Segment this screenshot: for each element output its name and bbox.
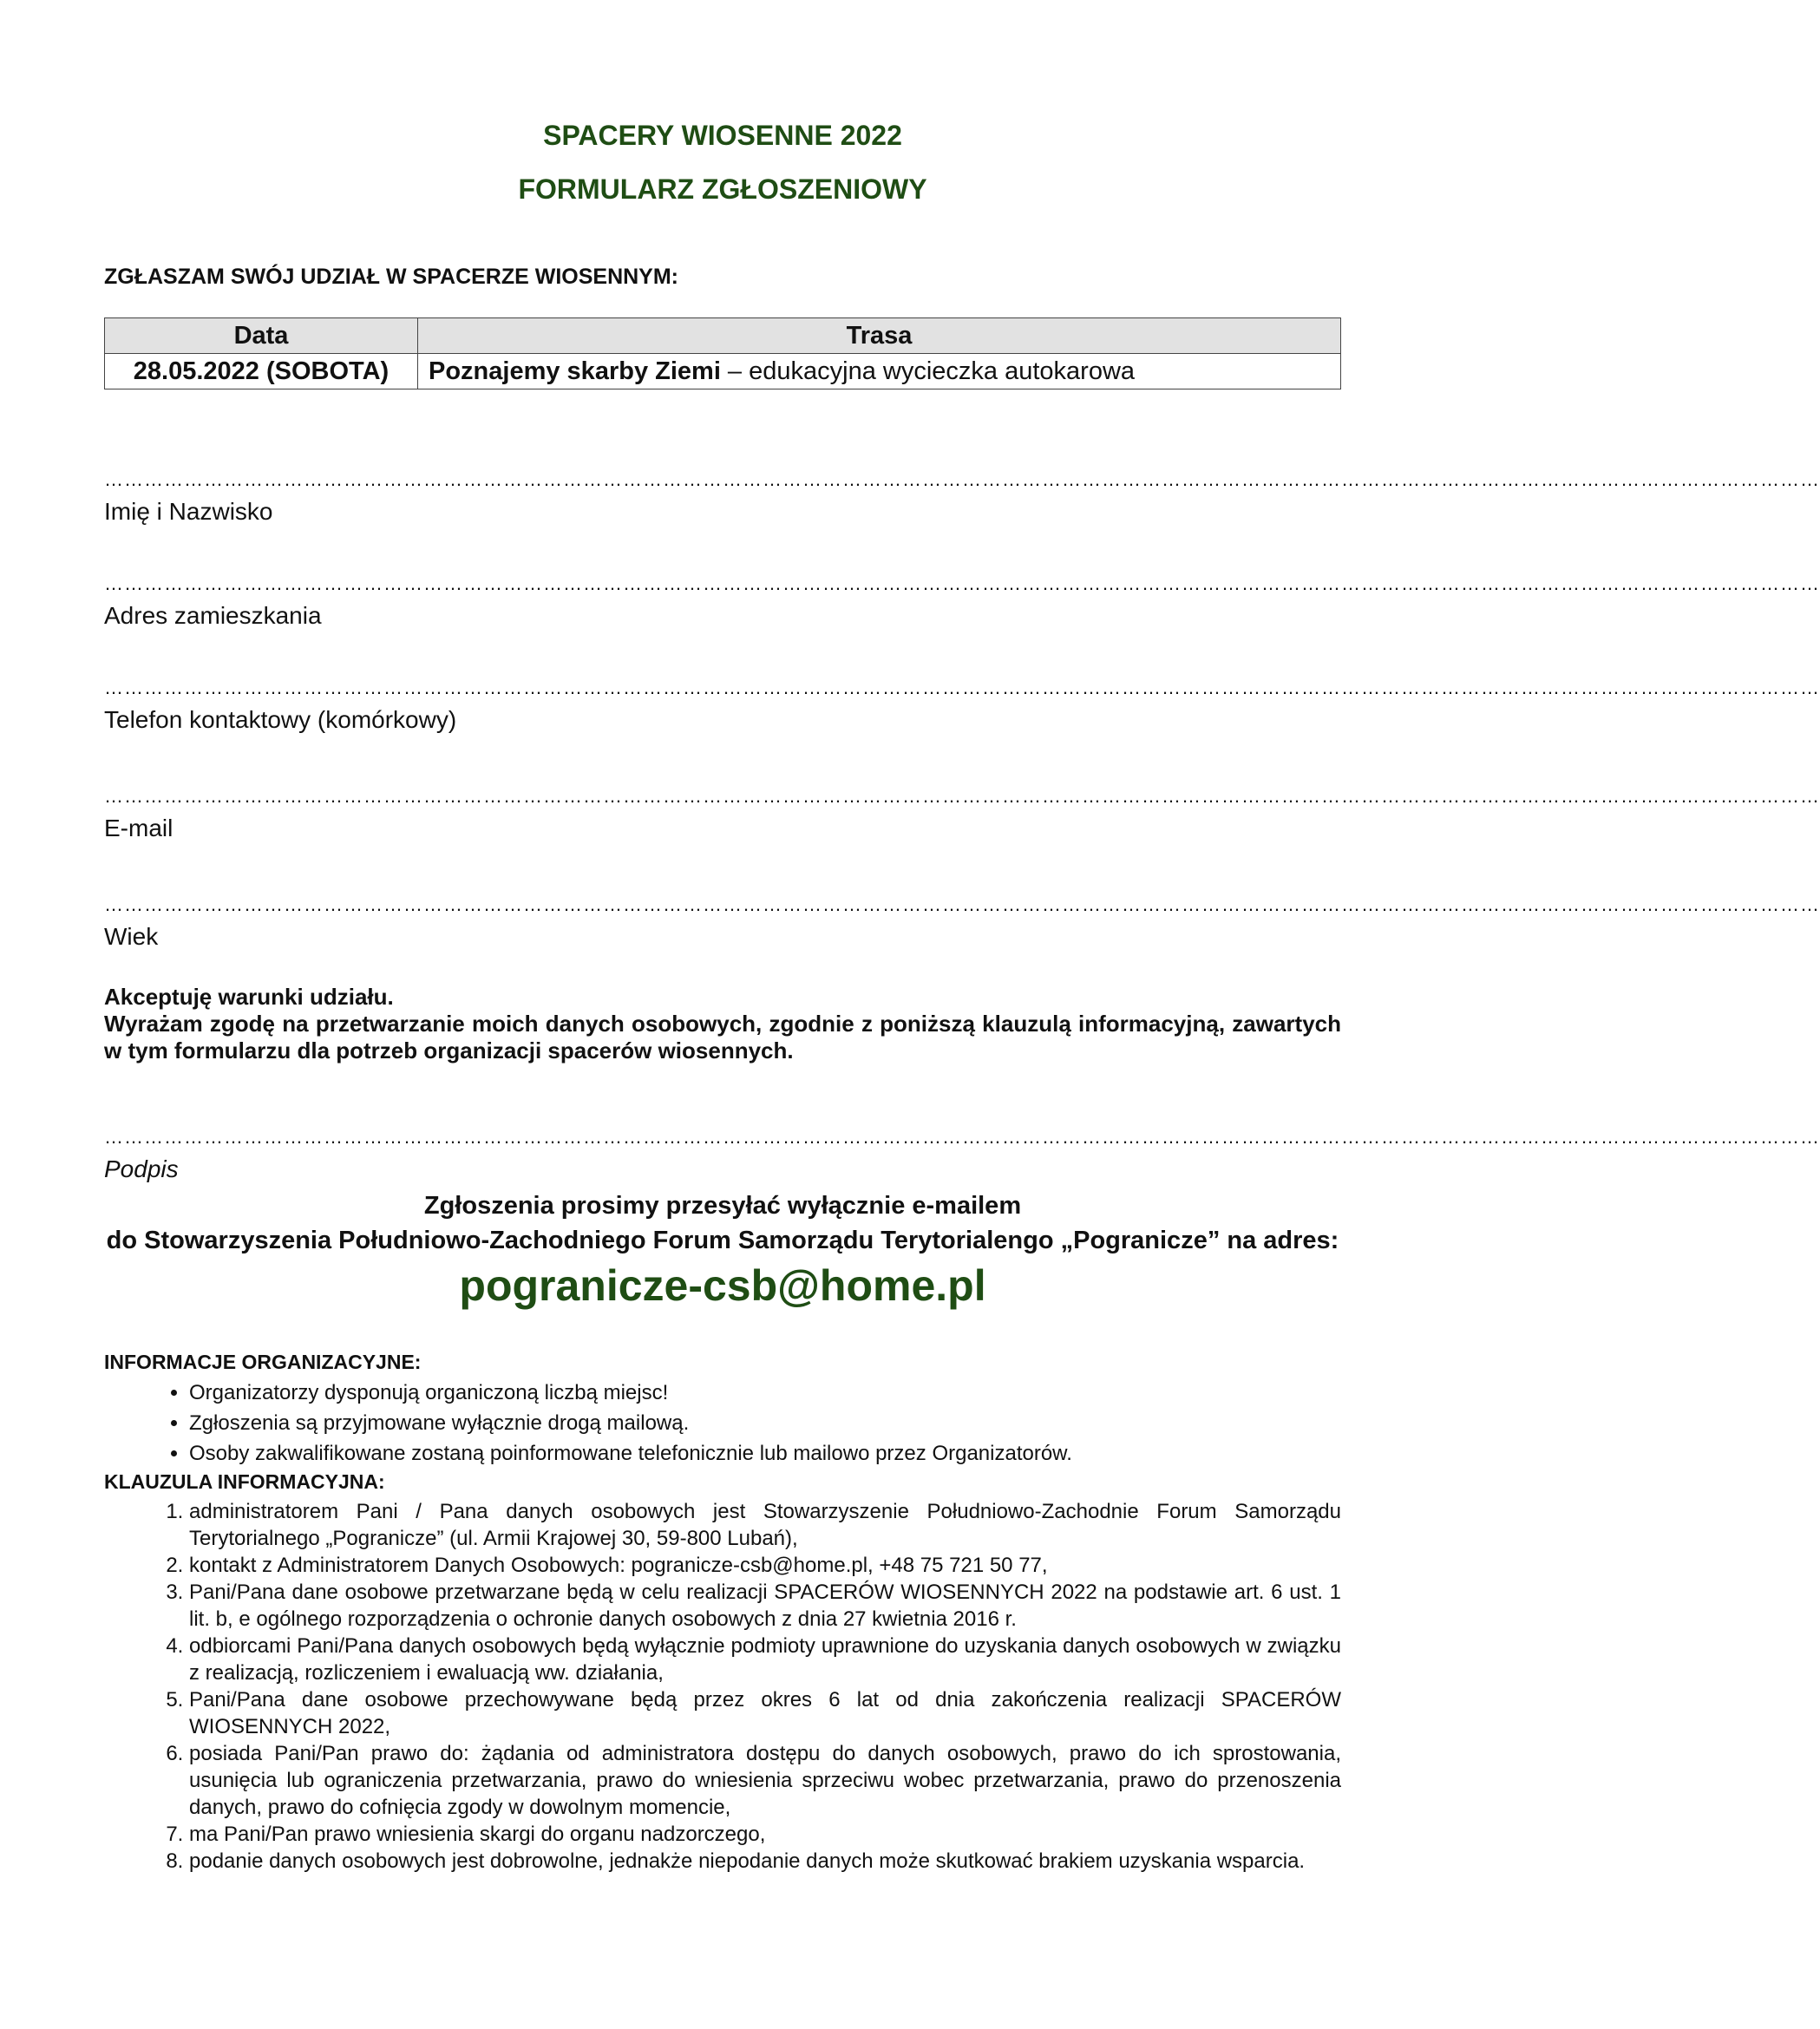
email-field-label: E-mail [104, 815, 173, 841]
age-field-label: Wiek [104, 923, 159, 950]
consent-gdpr-text: Wyrażam zgodę na przetwarzanie moich danych osobowych, zgodnie z poniższą klauzulą informacyjną, zawartych w tym formularzu dla potrzeb organizacji spacerów wiosennych. [104, 1011, 1341, 1064]
table-row [105, 354, 1341, 389]
name-field-label: Imię i Nazwisko [104, 498, 273, 525]
column-header-date: Data [105, 318, 418, 354]
address-field-line[interactable]: …………………………………………………………………………………………………………………………………………………………………………………………………………………………………… [104, 573, 1820, 594]
walk-date: 28.05.2022 (SOBOTA) [105, 354, 418, 389]
address-field[interactable] [104, 573, 1820, 630]
walk-route [418, 354, 1341, 389]
column-header-route: Trasa [418, 318, 1341, 354]
phone-field-label: Telefon kontaktowy (komórkowy) [104, 706, 457, 733]
walk-table [104, 317, 1341, 389]
list-item: 4. odbiorcami Pani/Pana danych osobowych będą wyłącznie podmioty uprawnione do uzyskania danych osobowych w związku z realizacją, rozliczeniem i ewaluacją ww. działania, [189, 1633, 1341, 1686]
page-title: SPACERY WIOSENNE 2022 [543, 120, 902, 151]
clause-heading: KLAUZULA INFORMACYJNA: [104, 1470, 385, 1493]
submission-instructions [104, 1188, 1341, 1258]
name-field[interactable] [104, 468, 1820, 526]
signature-field[interactable] [104, 1126, 1820, 1183]
submission-line-2: do Stowarzyszenia Południowo-Zachodniego Forum Samorządu Terytorialengo „Pogranicze” na adres: [106, 1227, 1339, 1254]
name-field-line[interactable]: …………………………………………………………………………………………………………………………………………………………………………………………………………………………………… [104, 468, 1820, 490]
list-item: 1. administratorem Pani / Pana danych osobowych jest Stowarzyszenie Południowo-Zachodnie Forum Samorządu Terytorialnego „Pogranicze” (ul. Armii Krajowej 30, 59-800 Lubań), [189, 1498, 1341, 1552]
list-item: 6. posiada Pani/Pan prawo do: żądania od administratora dostępu do danych osobowych, prawo do ich sprostowania, usunięcia lub ograniczenia przetwarzania, prawo do wniesienia sprzeciwu wobec przetwarzania, prawo do przenoszenia danych, prawo do cofnięcia zgody w dowolnym momencie, [189, 1740, 1341, 1821]
phone-field-line[interactable]: …………………………………………………………………………………………………………………………………………………………………………………………………………………………………… [104, 677, 1820, 698]
page-subtitle: FORMULARZ ZGŁOSZENIOWY [518, 173, 927, 205]
signature-field-label: Podpis [104, 1155, 179, 1182]
intro-heading: ZGŁASZAM SWÓJ UDZIAŁ W SPACERZE WIOSENNYM: [104, 265, 679, 289]
submission-line-1: Zgłoszenia prosimy przesyłać wyłącznie e-mailem [423, 1192, 1022, 1220]
list-item: 7. ma Pani/Pan prawo wniesienia skargi do organu nadzorczego, [189, 1821, 1341, 1848]
signature-field-line[interactable]: …………………………………………………………………………………………………………………………………………………………………………………………………………………………………… [104, 1126, 1820, 1148]
list-item: 5. Pani/Pana dane osobowe przechowywane będą przez okres 6 lat od dnia zakończenia realizacji SPACERÓW WIOSENNYCH 2022, [189, 1686, 1341, 1740]
list-item: • Organizatorzy dysponują organiczoną liczbą miejsc! [189, 1378, 1341, 1408]
list-item: • Zgłoszenia są przyjmowane wyłącznie drogą mailową. [189, 1408, 1341, 1438]
consent-accept-text: Akceptuję warunki udziału. [104, 984, 394, 1010]
clause-list [104, 1498, 1341, 1875]
org-info-list [104, 1378, 1341, 1469]
list-item: 3. Pani/Pana dane osobowe przetwarzane będą w celu realizacji SPACERÓW WIOSENNYCH 2022 na podstawie art. 6 ust. 1 lit. b, e ogólnego rozporządzenia o ochronie danych osobowych z dnia 27 kwietnia 2016 r. [189, 1579, 1341, 1633]
list-item: • Osoby zakwalifikowane zostaną poinformowane telefonicznie lub mailowo przez Organizatorów. [189, 1438, 1341, 1469]
list-item: 8. podanie danych osobowych jest dobrowolne, jednakże niepodanie danych może skutkować brakiem uzyskania wsparcia. [189, 1848, 1341, 1875]
email-field-line[interactable]: …………………………………………………………………………………………………………………………………………………………………………………………………………………………………… [104, 785, 1820, 807]
org-info-heading: INFORMACJE ORGANIZACYJNE: [104, 1351, 422, 1373]
walk-route-description: – edukacyjna wycieczka autokarowa [720, 357, 1136, 385]
list-item: 2. kontakt z Administratorem Danych Osobowych: pogranicze-csb@home.pl, +48 75 721 50 77, [189, 1552, 1341, 1579]
table-header-row [105, 318, 1341, 354]
consent-block [104, 984, 1341, 1064]
walk-route-name: Poznajemy skarby Ziemi [429, 357, 721, 385]
contact-email-link[interactable]: pogranicze-csb@home.pl [459, 1261, 986, 1310]
email-field[interactable] [104, 785, 1820, 842]
phone-field[interactable] [104, 677, 1820, 734]
address-field-label: Adres zamieszkania [104, 602, 322, 629]
age-field[interactable] [104, 893, 1820, 951]
age-field-line[interactable]: …………………………………………………………………………………………………………………………………………………………………………………………………………………………………… [104, 893, 1820, 915]
